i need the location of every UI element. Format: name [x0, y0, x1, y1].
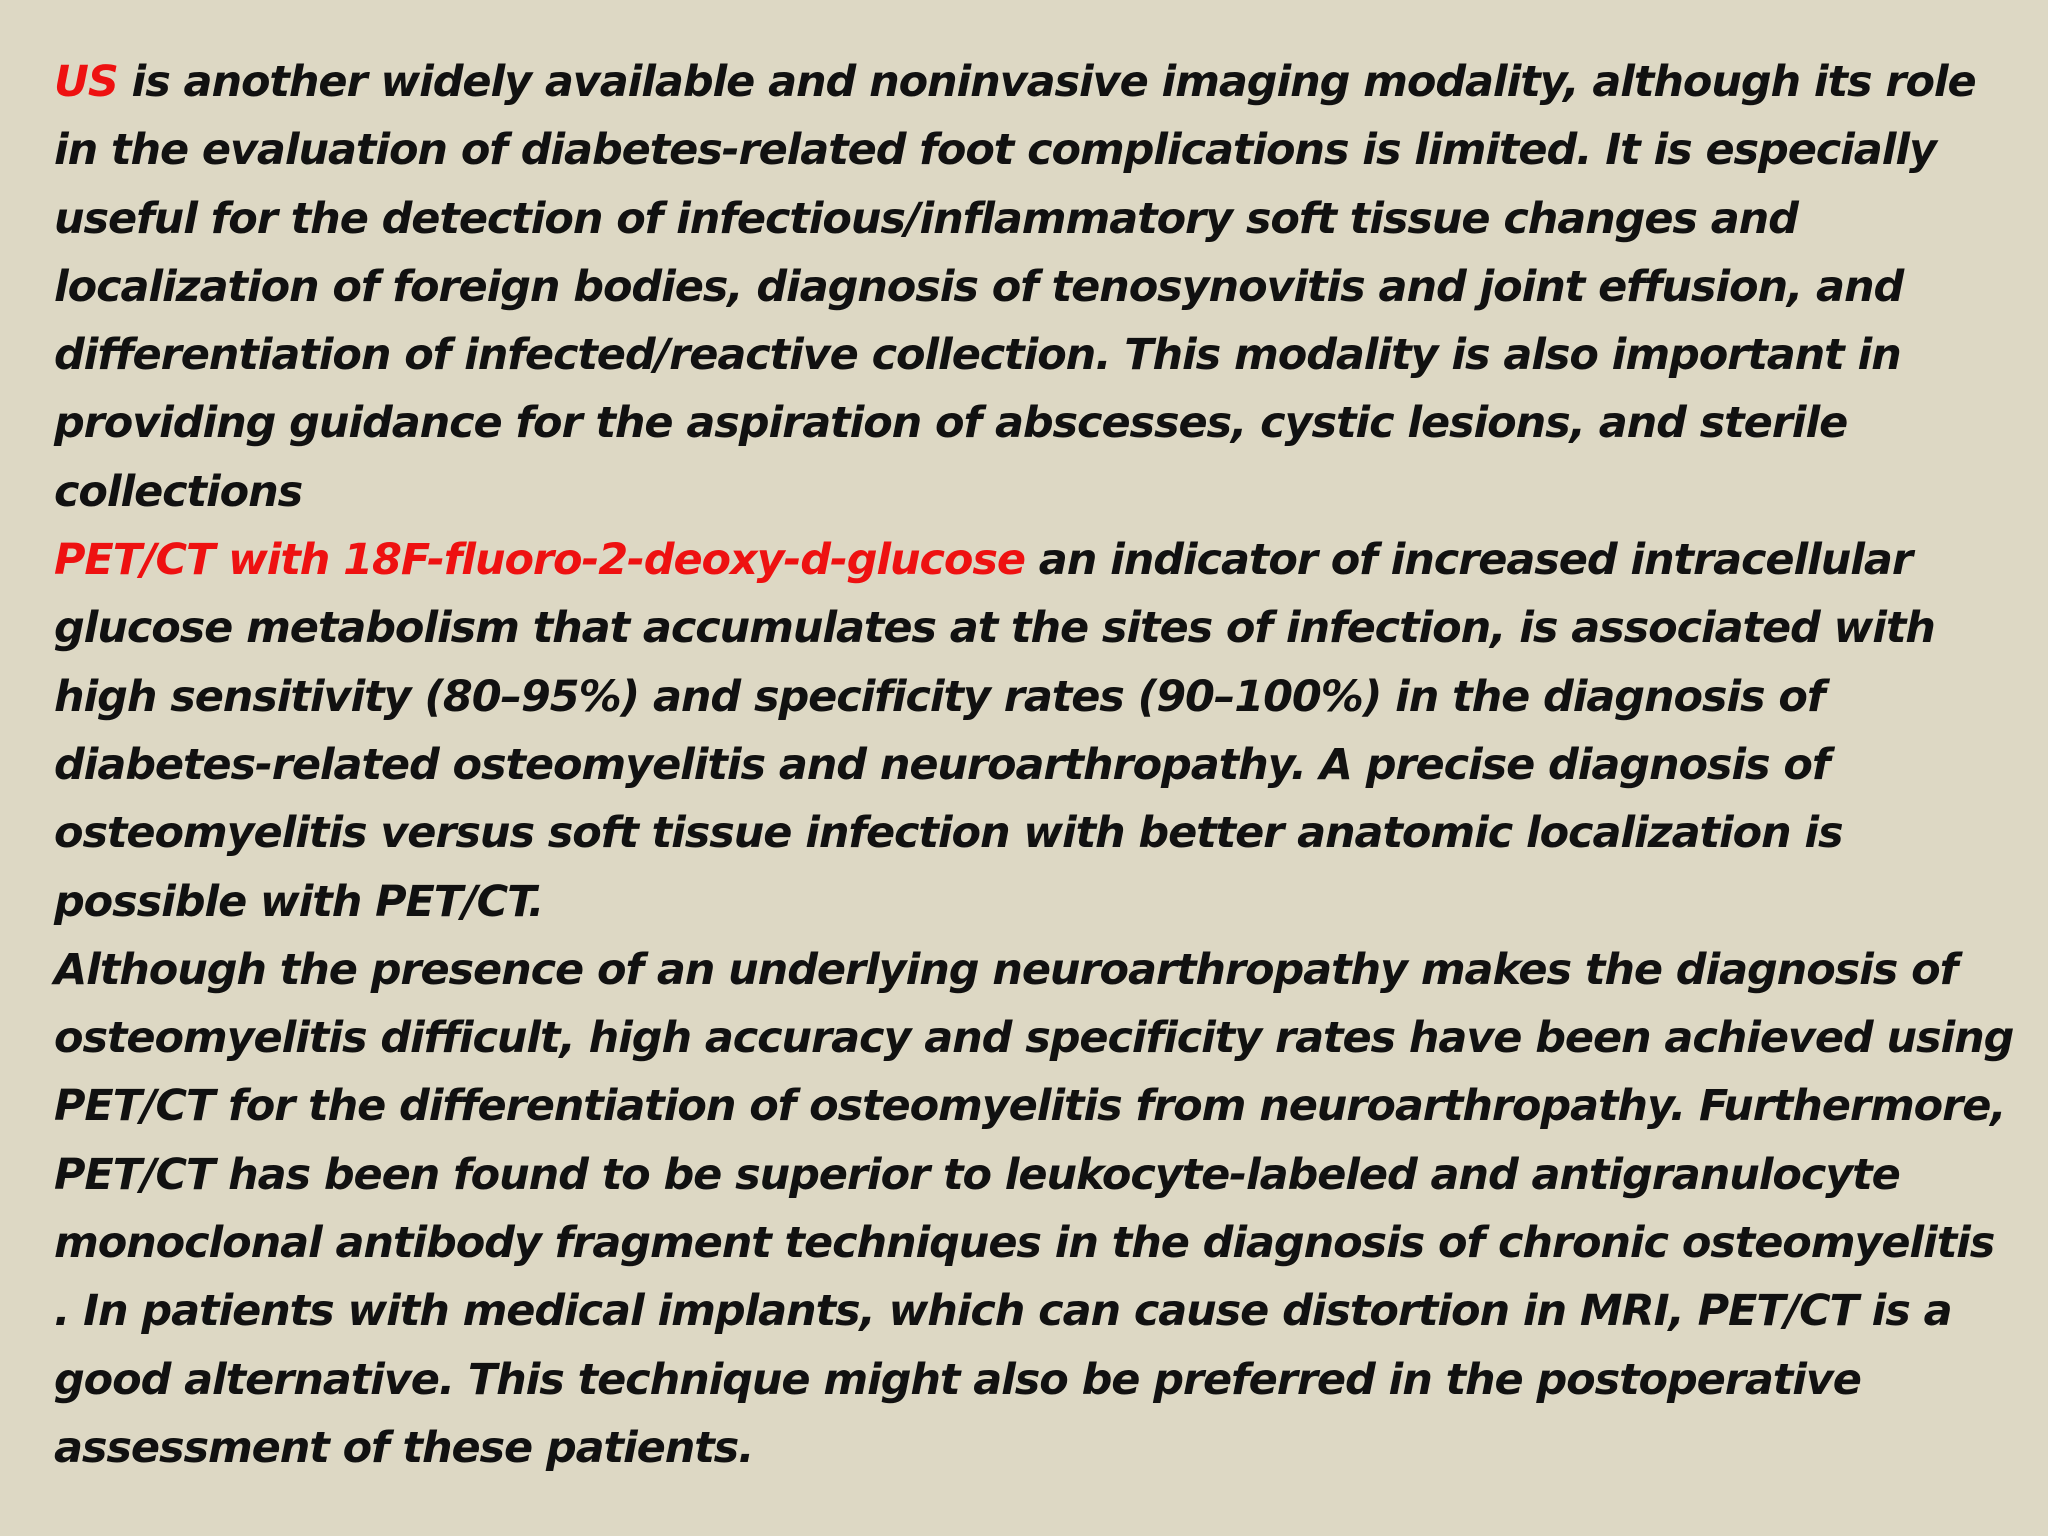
- slide-body-text: [54, 48, 2014, 1482]
- paragraph-text: an indicator of increased intracellular glucose metabolism that accumulates at the sites of infection, is associated with high sensitivity (80–95%) and specificity rates (90–100%) in the diagnosis of diabetes-related osteomyelitis and neuroarthropathy. A precise diagnosis of osteomyelitis versus soft tissue infection with better anatomic localization is possible with PET/CT.: [54, 535, 1935, 927]
- paragraph-text: is another widely available and noninvasive imaging modality, although its role in the evaluation of diabetes-related foot complications is limited. It is especially useful for the detection of infectious/inflammatory soft tissue changes and localization of foreign bodies, diagnosis of tenosynovitis and joint effusion, and differentiation of infected/reactive collection. This modality is also important in providing guidance for the aspiration of abscesses, cystic lesions, and sterile collections: [54, 57, 1976, 517]
- paragraph-text: Although the presence of an underlying neuroarthropathy makes the diagnosis of osteomyelitis difficult, high accuracy and specificity rates have been achieved using PET/CT for the differentiation of osteomyelitis from neuroarthropathy. Furthermore, PET/CT has been found to be superior to leukocyte-labeled and antigranulocyte monoclonal antibody fragment techniques in the diagnosis of chronic osteomyelitis . In patients with medical implants, which can cause distortion in MRI, PET/CT is a good alternative. This technique might also be preferred in the postoperative assessment of these patients.: [54, 944, 2014, 1473]
- paragraph-pet-ct: [54, 526, 2014, 936]
- highlight-term-us: US: [54, 57, 118, 107]
- paragraph-neuroarthropathy: [54, 936, 2014, 1482]
- highlight-term-pet-ct: PET/CT with 18F-fluoro-2-deoxy-d-glucose: [54, 535, 1025, 586]
- paragraph-ultrasound: [54, 48, 2014, 526]
